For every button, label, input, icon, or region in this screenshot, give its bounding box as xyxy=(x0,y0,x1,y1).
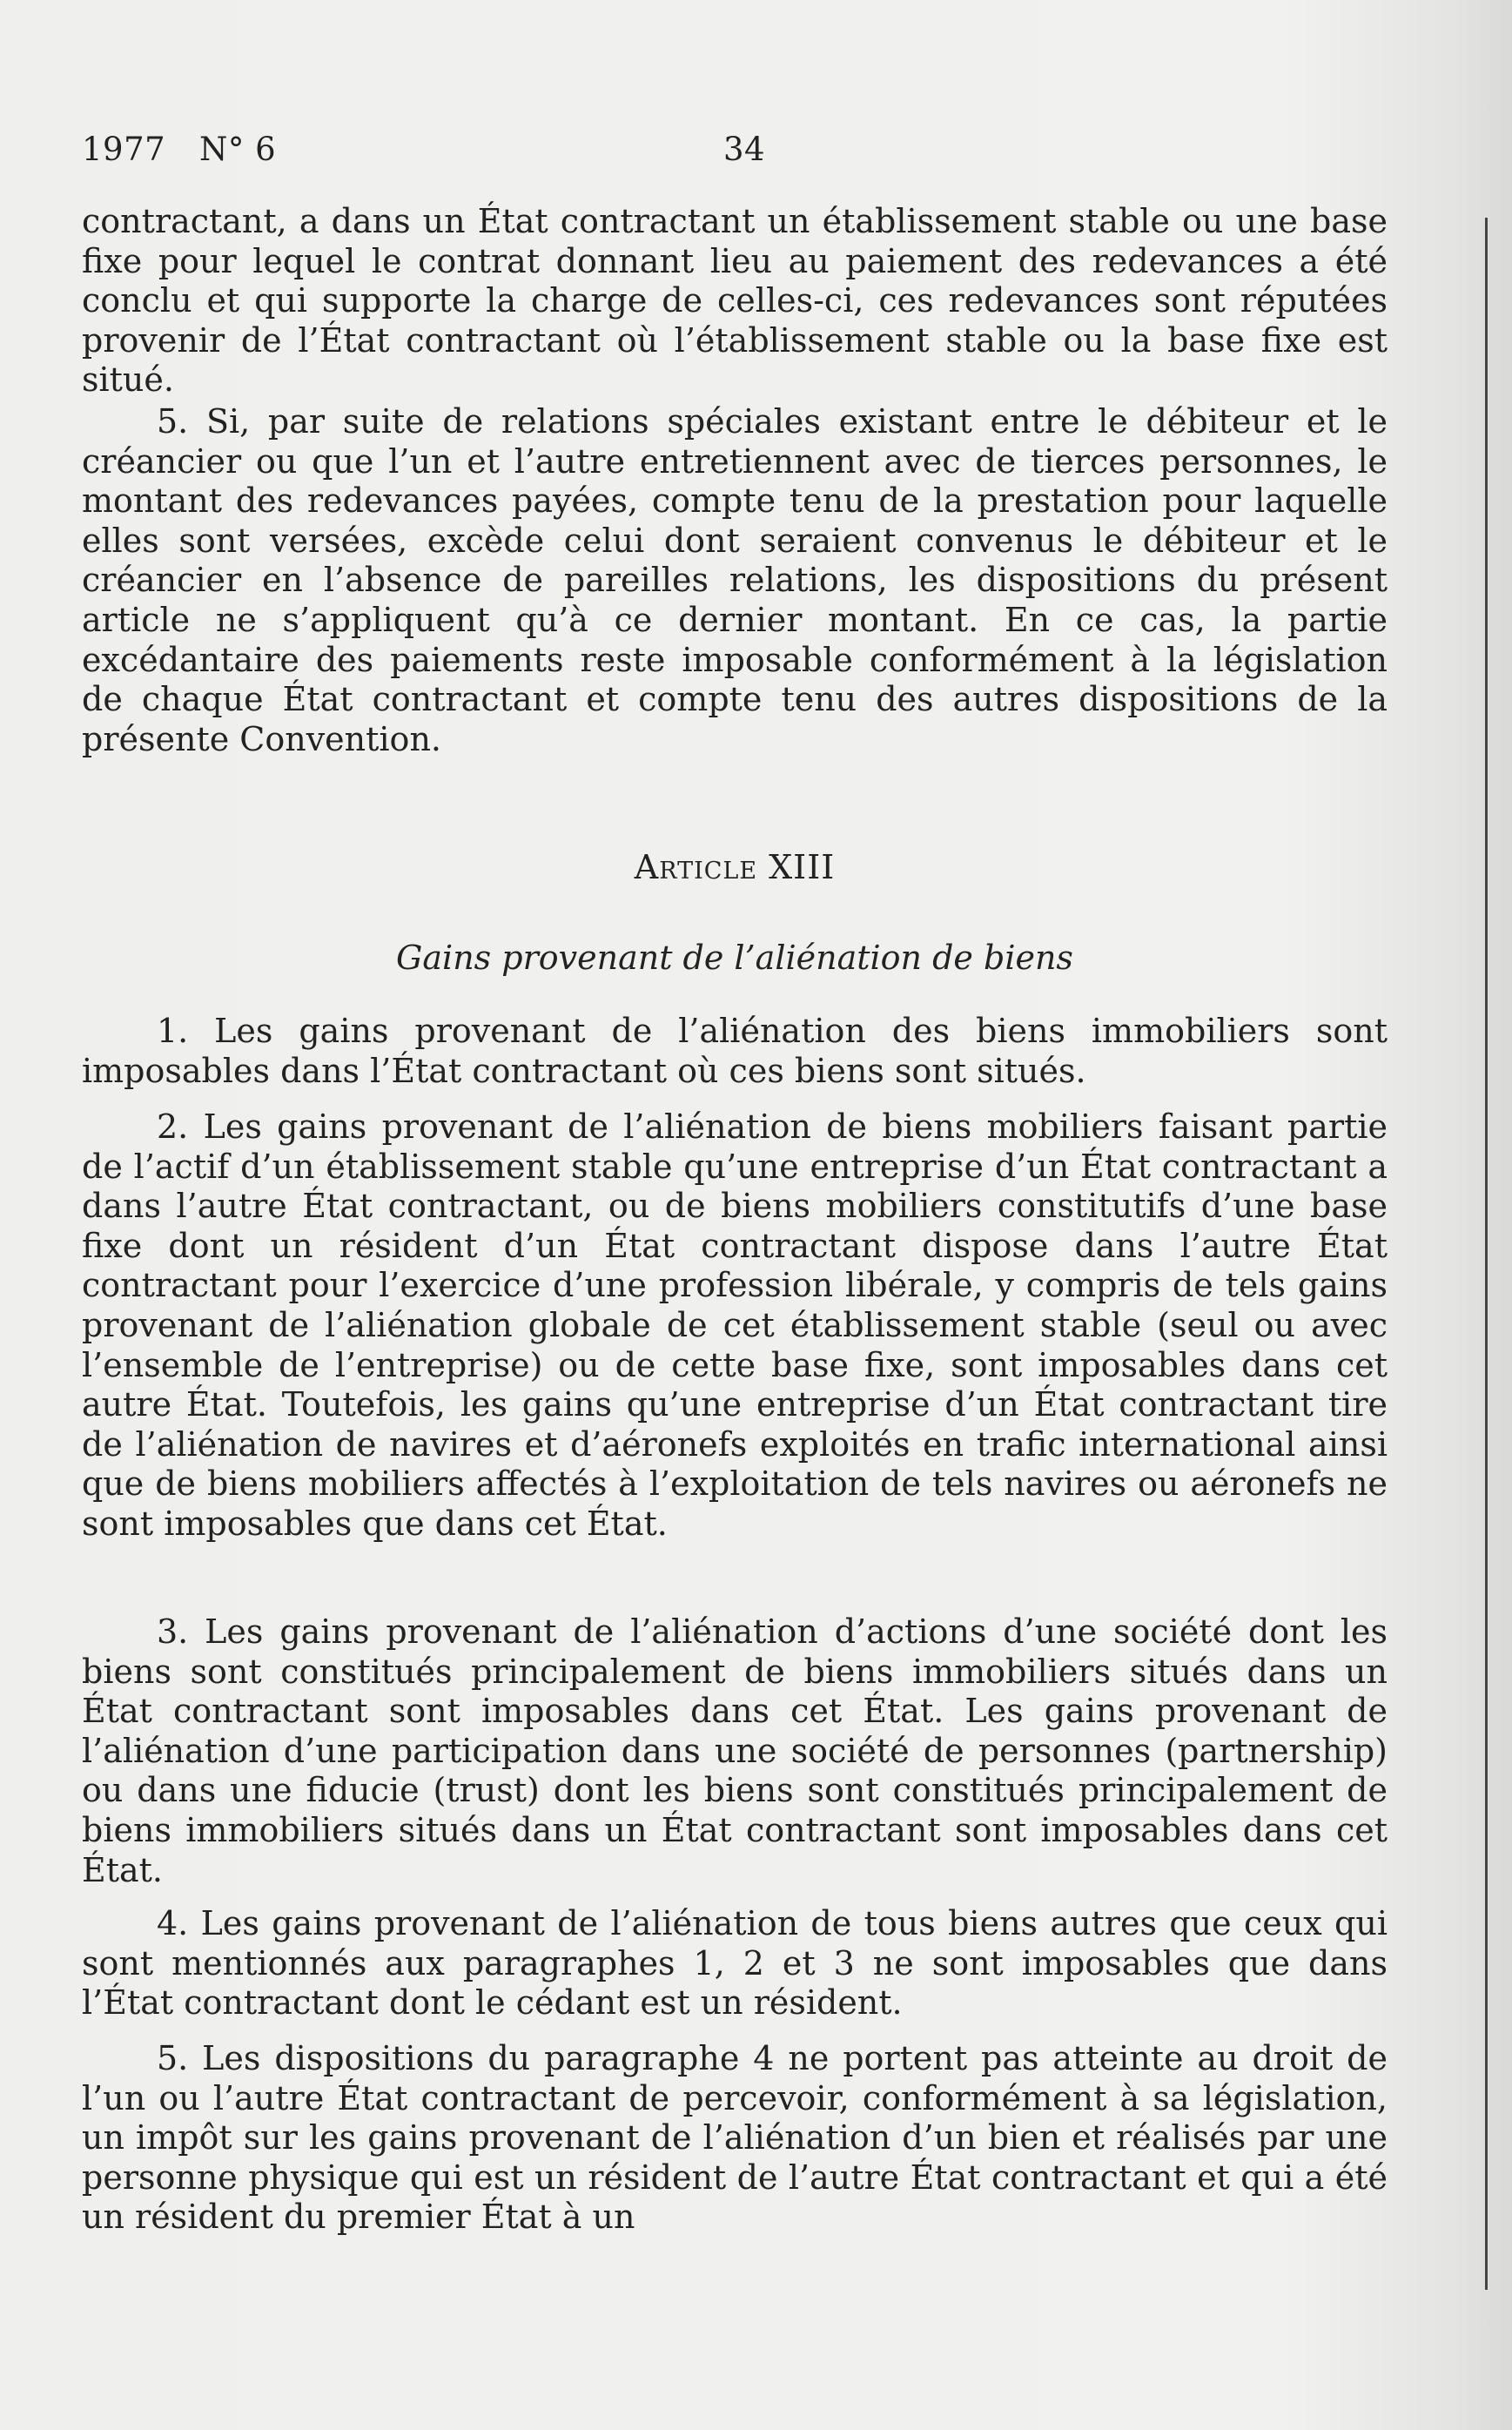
article-paragraph-5: 5. Les dispositions du paragraphe 4 ne portent pas atteinte au droit de l’un ou l’autre État contractant de percevoir, conformément à sa législation, un impôt sur les gains provenant de l’aliénation d’un bien et réalisés par une personne physique qui est un résident de l’autre État contractant et qui a été un résident du premier État à un xyxy=(82,2039,1388,2237)
article-subtitle: Gains provenant de l’aliénation de biens xyxy=(396,939,1073,977)
article-paragraph-3: 3. Les gains provenant de l’aliénation d’actions d’une société dont les biens sont constitués principalement de biens immobiliers situés dans un État contractant sont imposables dans cet État. Les gains provenant de l’aliénation d’une participation dans une société de personnes (partnership) ou dans une fiducie (trust) dont les biens sont constitués principalement de biens immobiliers situés dans un État contractant sont imposables dans cet État. xyxy=(82,1612,1388,1889)
article-heading xyxy=(82,848,1388,888)
page-edge-rule xyxy=(1485,218,1488,2290)
paragraph-continuation: contractant, a dans un État contractant un établissement stable ou une base fixe pour lequel le contrat donnant lieu au paiement des redevances a été conclu et qui supporte la charge de celles-ci, ces redevances sont réputées provenir de l’État contractant où l’établissement stable ou la base fixe est situé. xyxy=(82,202,1388,400)
paragraph-royalties-5: 5. Si, par suite de relations spéciales existant entre le débiteur et le créancier ou que l’un et l’autre entretiennent avec de tierces personnes, le montant des redevances payées, compte tenu de la prestation pour laquelle elles sont versées, excède celui dont seraient convenus le débiteur et le créancier en l’absence de pareilles relations, les dispositions du présent article ne s’appliquent qu’à ce dernier montant. En ce cas, la partie excédantaire des paiements reste imposable conformément à la législation de chaque État contractant et compte tenu des autres dispositions de la présente Convention. xyxy=(82,402,1388,758)
article-paragraph-2: 2. Les gains provenant de l’aliénation de biens mobiliers faisant partie de l’actif d’un établissement stable qu’une entreprise d’un État contractant a dans l’autre État contractant, ou de biens mobiliers constitutifs d’une base fixe dont un résident d’un État contractant dispose dans l’autre État contractant pour l’exercice d’une profession libérale, y compris de tels gains provenant de l’aliénation globale de cet établissement stable (seul ou avec l’ensemble de l’entreprise) ou de cette base fixe, sont imposables dans cet autre État. Toutefois, les gains qu’une entreprise d’un État contractant tire de l’aliénation de navires et d’aéronefs exploités en trafic international ainsi que de biens mobiliers affectés à l’exploitation de tels navires ou aéronefs ne sont imposables que dans cet État. xyxy=(82,1107,1388,1543)
header-number: N° 6 xyxy=(199,131,277,168)
article-heading-text: Article XIII xyxy=(634,848,836,886)
article-paragraph-1: 1. Les gains provenant de l’aliénation des biens immobiliers sont imposables dans l’État contractant où ces biens sont situés. xyxy=(82,1012,1388,1090)
page-number: 34 xyxy=(723,131,766,168)
header-year: 1977 xyxy=(82,131,166,168)
article-paragraph-4: 4. Les gains provenant de l’aliénation de tous biens autres que ceux qui sont mentionnés aux paragraphes 1, 2 et 3 ne sont imposables que dans l’État contractant dont le cédant est un résident. xyxy=(82,1904,1388,2023)
page-header xyxy=(82,131,1388,183)
